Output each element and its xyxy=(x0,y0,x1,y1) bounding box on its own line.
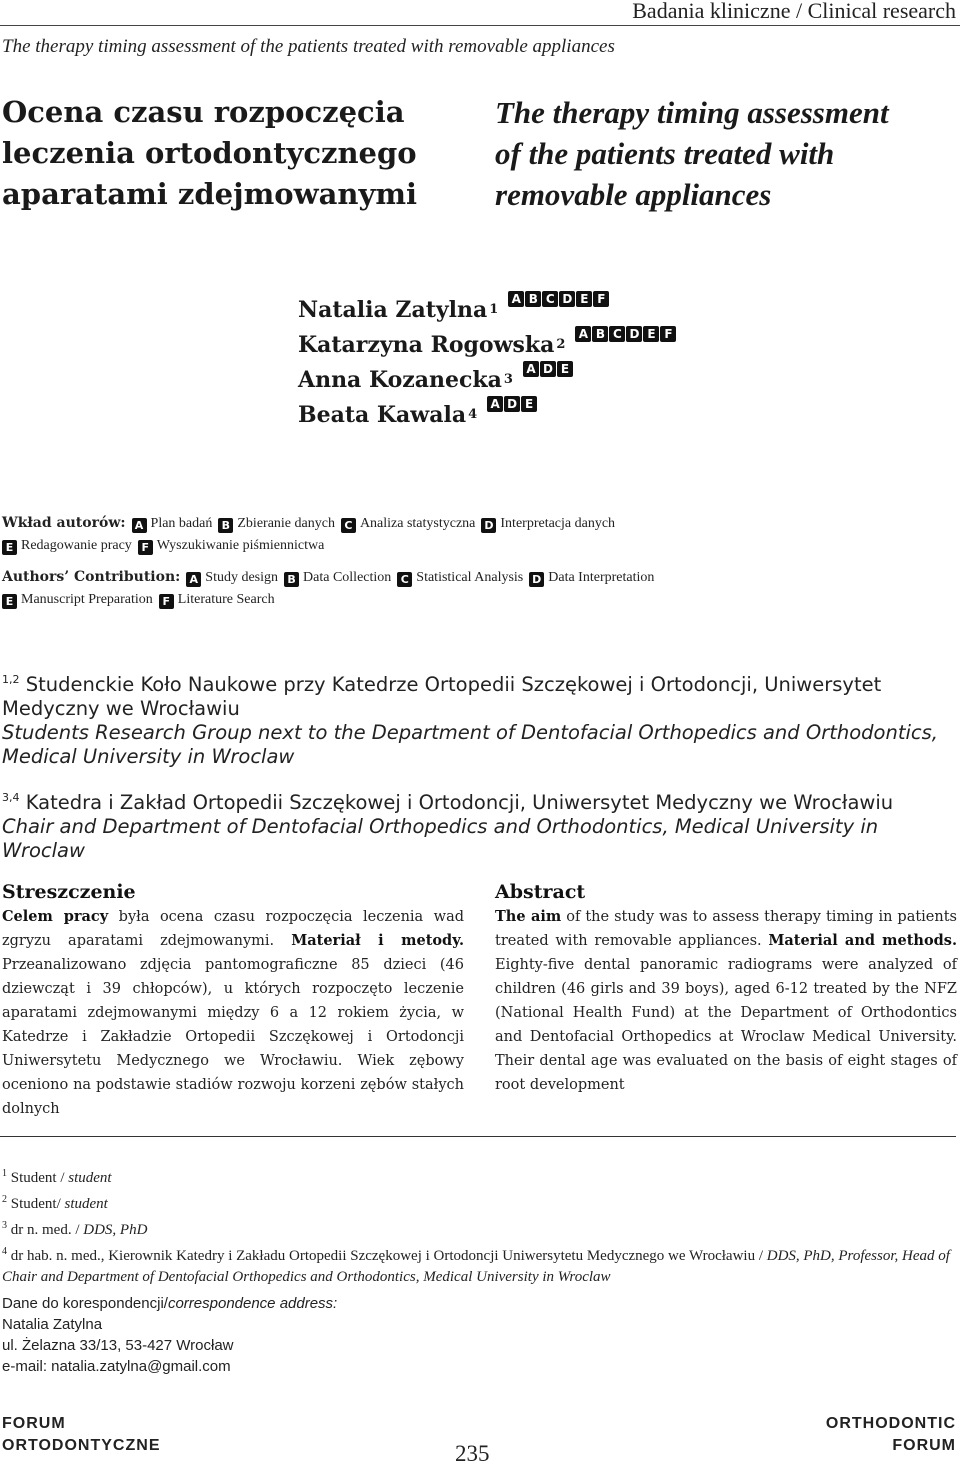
journal-name-line: FORUM xyxy=(2,1415,66,1432)
contribution-item: Plan badań xyxy=(150,516,213,531)
affiliation-en: Chair and Department of Dentofacial Orthopedics and Orthodontics, Medical University in Wroclaw xyxy=(2,815,879,862)
author-roles xyxy=(575,326,677,342)
affiliation-pl: Katedra i Zakład Ortopedii Szczękowej i Ortodoncji, Uniwersytet Medyczny we Wrocławiu xyxy=(25,791,894,814)
author-affiliation-marker: 3 xyxy=(503,372,513,387)
affiliation-2 xyxy=(2,786,958,863)
role-badge-e: E xyxy=(576,291,592,307)
affiliation-en: Students Research Group next to the Department of Dentofacial Orthopedics and Orthodontics, Medical University in Wroclaw xyxy=(2,721,938,768)
contribution-item: Study design xyxy=(205,570,279,585)
correspondence-email[interactable]: e-mail: natalia.zatylna@gmail.com xyxy=(2,1358,231,1375)
footnotes xyxy=(2,1163,958,1288)
role-badge-f: F xyxy=(593,291,609,307)
title-en-line: The therapy timing assessment xyxy=(495,95,889,130)
correspondence-label-en: correspondence address: xyxy=(167,1295,338,1312)
journal-name-line: FORUM xyxy=(892,1437,956,1454)
author-affiliation-marker: 2 xyxy=(556,337,566,352)
journal-name-pl xyxy=(2,1413,160,1457)
author-entry xyxy=(298,362,677,397)
role-badge-d: D xyxy=(504,396,520,412)
role-badge-c: C xyxy=(609,326,625,342)
journal-name-en xyxy=(826,1413,956,1457)
role-badge-c: C xyxy=(397,572,412,587)
title-polish xyxy=(2,92,442,215)
contribution-item: Zbieranie danych xyxy=(237,516,335,531)
role-badge-f: F xyxy=(159,594,174,609)
author-name: Beata Kawala xyxy=(298,401,467,428)
footnote: $^4$ dr hab. n. med., Kierownik Katedry i Zakładu Ortopedii Szczękowej i Ortodoncji Uniwersytetu Medycznego we Wrocławiu / DDS, PhD, Professor, Head of Chair and Department of Dentofacial Orthopedics and Orthodontics, Medical University in Wroclaw xyxy=(2,1246,950,1285)
footnote: $^1$ Student / student xyxy=(2,1168,112,1186)
abstract-pl-heading: Streszczenie xyxy=(2,881,136,903)
role-badge-a: A xyxy=(523,361,539,377)
contribution-item: Data Collection xyxy=(303,570,392,585)
author-entry xyxy=(298,327,677,362)
role-badge-a: A xyxy=(132,518,147,533)
contribution-item: Data Interpretation xyxy=(548,570,655,585)
role-badge-d: D xyxy=(481,518,496,533)
affiliation-marker: 1,2 xyxy=(2,673,20,686)
title-pl-line: aparatami zdejmowanymi xyxy=(2,177,418,211)
role-badge-f: F xyxy=(138,540,153,555)
author-roles xyxy=(508,291,610,307)
role-badge-e: E xyxy=(643,326,659,342)
title-english xyxy=(495,92,960,215)
role-badge-e: E xyxy=(521,396,537,412)
role-badge-b: B xyxy=(592,326,608,342)
contribution-item: Literature Search xyxy=(177,592,275,607)
author-name: Natalia Zatylna xyxy=(298,296,488,323)
role-badge-c: C xyxy=(542,291,558,307)
role-badge-d: D xyxy=(540,361,556,377)
contribution-en-label: Authors’ Contribution: xyxy=(2,569,181,585)
correspondence-block xyxy=(2,1293,337,1377)
abstract-en-aim-label: The aim xyxy=(495,908,562,925)
contribution-item: Manuscript Preparation xyxy=(21,592,153,607)
author-name: Katarzyna Rogowska xyxy=(298,331,555,358)
abstract-pl-aim-label: Celem pracy xyxy=(2,908,109,925)
abstract-pl-methods-label: Materiał i metody. xyxy=(291,932,465,949)
contribution-polish xyxy=(2,512,960,557)
role-badge-b: B xyxy=(218,518,233,533)
correspondence-label: Dane do korespondencji/ xyxy=(2,1295,168,1312)
affiliation-pl: Studenckie Koło Naukowe przy Katedrze Ortopedii Szczękowej i Ortodoncji, Uniwersytet Medyczny we Wrocławiu xyxy=(2,673,882,720)
footnote: $^3$ dr n. med. / DDS, PhD xyxy=(2,1220,148,1238)
role-badge-d: D xyxy=(559,291,575,307)
abstract-pl-aim-text: była ocena czasu rozpoczęcia leczenia wad zgryzu aparatami zdejmowanymi. xyxy=(2,909,464,949)
contribution-item: Redagowanie pracy xyxy=(21,538,132,553)
title-pl-line: Ocena czasu rozpoczęcia xyxy=(2,95,405,129)
section-header: Badania kliniczne / Clinical research xyxy=(632,0,956,23)
role-badge-d: D xyxy=(529,572,544,587)
abstract-en-methods-label: Material and methods. xyxy=(768,932,957,949)
footnote: $^2$ Student/ student xyxy=(2,1194,108,1212)
title-en-line: removable appliances xyxy=(495,177,772,212)
affiliation-marker: 3,4 xyxy=(2,791,20,804)
journal-name-line: ORTHODONTIC xyxy=(825,1415,956,1432)
abstract-en-methods-text: Eighty-five dental panoramic radiograms were analyzed of children (46 girls and 39 boys), aged 6-12 treated by the NFZ (National Health Fund) at the Department of Orthodontics and Dentofacial Orthopedics at Wroclaw Medical University. Their dental age was evaluated on the basis of eight stages of root development xyxy=(495,957,957,1093)
role-badge-a: A xyxy=(508,291,524,307)
role-badge-f: F xyxy=(660,326,676,342)
header-rule xyxy=(0,25,960,26)
author-roles xyxy=(523,361,574,377)
journal-name-line: ORTODONTYCZNE xyxy=(2,1437,161,1454)
role-badge-d: D xyxy=(626,326,642,342)
contribution-item: Wyszukiwanie piśmiennictwa xyxy=(156,538,325,553)
contribution-item: Interpretacja danych xyxy=(500,516,616,531)
author-name: Anna Kozanecka xyxy=(298,366,502,393)
role-badge-b: B xyxy=(284,572,299,587)
contribution-pl-label: Wkład autorów: xyxy=(2,515,126,531)
correspondence-address: ul. Żelazna 33/13, 53-427 Wrocław xyxy=(2,1337,234,1354)
contribution-english xyxy=(2,566,960,611)
author-list xyxy=(298,292,677,432)
contribution-item: Statistical Analysis xyxy=(416,570,524,585)
role-badge-e: E xyxy=(557,361,573,377)
correspondence-name: Natalia Zatylna xyxy=(2,1316,103,1333)
title-en-line: of the patients treated with xyxy=(495,136,835,171)
running-title: The therapy timing assessment of the patients treated with removable appliances xyxy=(2,36,615,57)
author-entry xyxy=(298,292,677,327)
abstract-en-heading: Abstract xyxy=(495,881,586,903)
author-roles xyxy=(487,396,538,412)
abstract-pl-methods-text: Przeanalizowano zdjęcia pantomograficzne 85 dzieci (46 dziewcząt i 39 chłopców), u których rozpoczęto leczenie aparatami zdejmowanymi między 6 a 12 rokiem życia, w Katedrze i Zakładzie Ortopedii Szczękowej i Ortodoncji Uniwersytetu Medycznego we Wrocławiu. Wiek zębowy oceniono na podstawie stadiów rozwoju korzeni zębów stałych dolnych xyxy=(2,957,464,1117)
author-affiliation-marker: 4 xyxy=(468,407,478,422)
affiliation-1 xyxy=(2,668,958,769)
role-badge-e: E xyxy=(2,594,17,609)
abstract-english xyxy=(495,880,957,1097)
title-pl-line: leczenia ortodontycznego xyxy=(2,136,417,170)
role-badge-b: B xyxy=(525,291,541,307)
role-badge-c: C xyxy=(341,518,356,533)
contribution-item: Analiza statystyczna xyxy=(359,516,476,531)
author-entry xyxy=(298,397,677,432)
role-badge-e: E xyxy=(2,540,17,555)
role-badge-a: A xyxy=(186,572,201,587)
page-number: 235 xyxy=(455,1441,490,1466)
role-badge-a: A xyxy=(487,396,503,412)
abstract-en-aim-text: of the study was to assess therapy timing in patients treated with removable appliances. xyxy=(495,909,957,949)
author-affiliation-marker: 1 xyxy=(489,302,499,317)
abstract-polish xyxy=(2,880,464,1121)
footnote-rule xyxy=(0,1136,956,1137)
role-badge-a: A xyxy=(575,326,591,342)
